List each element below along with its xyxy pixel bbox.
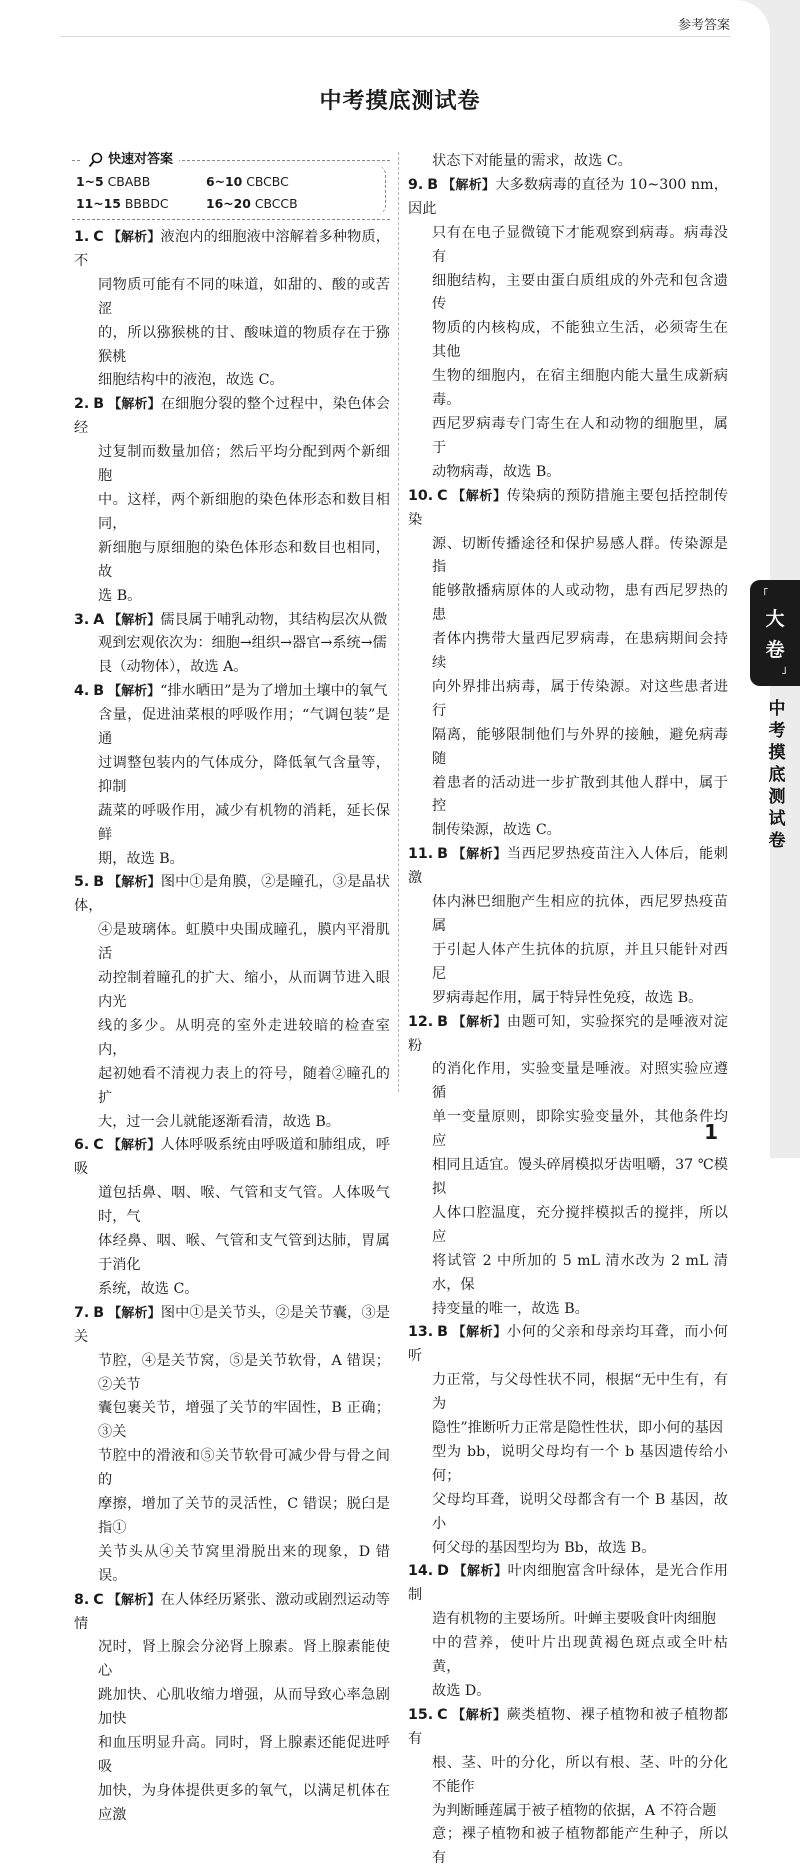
line-text: ④是玻璃体。虹膜中央围成瞳孔，膜内平滑肌活 (98, 922, 390, 963)
question-number: 5. (74, 874, 90, 891)
analysis-tag: 【解析】 (108, 1305, 161, 1321)
quick-answers: CBCBC (246, 174, 289, 189)
line-text: 何父母的基因型均为 Bb，故选 B。 (432, 1539, 656, 1556)
left-questions (74, 226, 390, 1828)
line-text: 传染病的预防措施主要包括控制传染 (408, 487, 728, 528)
line-text: 蔬菜的呼吸作用，减少有机物的消耗，延长保鲜 (98, 802, 390, 843)
question-item (408, 1011, 728, 1322)
answer-letter: B (427, 176, 439, 193)
line-text: 着患者的活动进一步扩散到其他人群中，属于控 (432, 774, 728, 815)
answer-line (408, 461, 728, 485)
line-text: 根、茎、叶的分化，所以有根、茎、叶的分化不能作 (432, 1754, 728, 1795)
answer-line (74, 1063, 390, 1111)
line-text: 生物的细胞内，在宿主细胞内能大量生成新病毒。 (432, 368, 728, 409)
question-item (408, 150, 728, 174)
side-tab-char: 大 (765, 608, 785, 630)
answer-line (408, 485, 728, 533)
answer-line (74, 226, 390, 274)
line-text: 人体口腔温度，充分搅拌模拟舌的搅拌，所以应 (432, 1204, 728, 1245)
page-number: 1 (704, 1120, 718, 1144)
answer-line (408, 1369, 728, 1417)
quick-answers: BBBDC (124, 196, 169, 211)
question-number: 6. (74, 1137, 90, 1154)
right-column (408, 150, 728, 1871)
analysis-tag: 【解析】 (107, 1592, 161, 1608)
answer-line (408, 1608, 728, 1632)
line-text: 细胞结构中的液泡，故选 C。 (98, 372, 284, 389)
question-item (408, 1560, 728, 1703)
answer-line (74, 704, 390, 752)
line-text: 过调整包装内的气体成分，降低氧气含量等，抑制 (98, 754, 390, 795)
line-text: 蕨类植物、裸子植物和被子植物都有 (408, 1706, 728, 1747)
answer-line (74, 1780, 390, 1828)
answer-letter: C (93, 229, 104, 245)
line-text: 囊包裹关节，增强了关节的牢固性，B 正确；③关 (98, 1400, 390, 1441)
line-text: 西尼罗病毒专门寄生在人和动物的细胞里，属于 (432, 415, 728, 456)
analysis-tag: 【解析】 (451, 1707, 507, 1723)
answer-line (408, 772, 728, 820)
line-text: 动物病毒，故选 B。 (432, 463, 561, 480)
question-number: 10. (408, 487, 434, 504)
line-text: 意；裸子植物和被子植物都能产生种子，所以有 (432, 1826, 728, 1867)
line-text: 相同且适宜。馒头碎屑模拟牙齿咀嚼，37 ℃模拟 (432, 1157, 728, 1197)
question-number: 9. (408, 176, 424, 193)
analysis-tag: 【解析】 (451, 847, 507, 863)
page-title: 中考摸底测试卷 (319, 89, 481, 114)
line-text: 同物质可能有不同的味道，如甜的、酸的或苦涩 (98, 276, 390, 317)
answer-line (408, 1823, 728, 1871)
answer-line (74, 537, 390, 585)
quick-range: 16~20 (206, 196, 251, 211)
analysis-tag: 【解析】 (451, 1325, 507, 1341)
answer-line (74, 656, 390, 680)
question-item (74, 680, 390, 871)
answer-line (408, 676, 728, 724)
line-text: 节腔，④是关节窝，⑤是关节软骨，A 错误；②关节 (98, 1352, 390, 1393)
line-text: 液泡内的细胞液中溶解着多种物质，不 (74, 229, 390, 269)
line-text: 加快，为身体提供更多的氧气，以满足机体在应激 (98, 1782, 390, 1823)
answer-line (408, 1154, 728, 1202)
analysis-tag: 【解析】 (451, 488, 507, 504)
answer-line (408, 1321, 728, 1369)
line-text: 当西尼罗热疫苗注入人体后，能刺激 (408, 846, 728, 887)
line-text: 道包括鼻、咽、喉、气管和支气管。人体吸气时，气 (98, 1185, 390, 1226)
line-text: 能够散播病原体的人或动物，患有西尼罗热的患 (432, 583, 728, 624)
answer-line (74, 1015, 390, 1063)
answer-line (408, 1417, 728, 1441)
line-text: 人体呼吸系统由呼吸道和肺组成，呼吸 (74, 1137, 390, 1178)
line-text: 叶肉细胞富含叶绿体，是光合作用制 (408, 1563, 728, 1604)
quick-answers-title (82, 148, 179, 172)
line-text: 关节头从④关节窝里滑脱出来的现象，D 错误。 (98, 1543, 390, 1584)
corner-mark: 」 (782, 665, 792, 676)
answer-line (74, 752, 390, 800)
answer-line (408, 819, 728, 843)
line-text: 含量，促进油菜根的呼吸作用；“气调包装”是通 (98, 707, 390, 748)
question-item (74, 1134, 390, 1301)
analysis-tag: 【解析】 (108, 397, 161, 413)
answer-letter: A (93, 611, 105, 628)
answer-letter: B (437, 846, 448, 863)
line-text: 型为 bb，说明父母均有一个 b 基因遗传给小何； (432, 1443, 728, 1484)
question-number: 7. (74, 1304, 90, 1321)
answer-line (74, 393, 390, 441)
side-vertical-title: 中考摸底测试卷 (768, 699, 786, 851)
line-text: 中的营养，使叶片出现黄褐色斑点或全叶枯黄， (432, 1635, 728, 1676)
answer-letter: C (93, 1137, 104, 1154)
answer-line (408, 317, 728, 365)
answer-line (74, 1684, 390, 1732)
answer-line (408, 270, 728, 318)
answer-line (408, 843, 728, 891)
answer-line (74, 1278, 390, 1302)
answer-line (74, 322, 390, 370)
line-text: 期，故选 B。 (98, 850, 184, 867)
answer-line (74, 1111, 390, 1135)
analysis-tag: 【解析】 (451, 1014, 507, 1030)
question-number: 11. (408, 846, 434, 863)
line-text: 的消化作用，实验变量是唾液。对照实验应遵循 (432, 1061, 728, 1102)
question-number: 12. (408, 1013, 434, 1030)
answer-letter: C (437, 487, 448, 504)
quick-range: 6~10 (206, 174, 243, 189)
line-text: 系统，故选 C。 (98, 1280, 199, 1297)
line-text: 跳加快、心肌收缩力增强，从而导致心率急剧加快 (98, 1687, 390, 1728)
line-text: 观到宏观依次为：细胞→组织→器官→系统→儒 (98, 635, 387, 652)
line-text: 源、切断传播途径和保护易感人群。传染源是指 (432, 535, 728, 576)
answer-line (74, 1732, 390, 1780)
line-text: 体经鼻、咽、喉、气管和支气管到达肺，胃属于消化 (98, 1233, 390, 1273)
line-text: 父母均耳聋，说明父母都含有一个 B 基因，故小 (432, 1491, 728, 1532)
quick-cell (76, 171, 206, 193)
answer-line (74, 680, 390, 704)
line-text: 状态下对能量的需求，故选 C。 (432, 153, 632, 169)
answer-line (408, 1680, 728, 1704)
left-column (74, 150, 390, 1828)
quick-row (76, 171, 385, 193)
quick-answers-box (72, 152, 390, 220)
answer-line (408, 1704, 728, 1752)
magnifier-icon (88, 152, 104, 168)
line-text: 图中①是关节头，②是关节囊，③是关 (74, 1304, 390, 1345)
answer-line (74, 1493, 390, 1541)
answer-line (408, 1250, 728, 1298)
answer-line (74, 1134, 390, 1182)
quick-answers-grid (72, 165, 386, 215)
answer-letter: D (437, 1563, 449, 1580)
answer-letter: C (93, 1591, 104, 1608)
answer-line (74, 369, 390, 393)
answer-line (408, 987, 728, 1011)
answer-line (74, 1302, 390, 1350)
line-text: 罗病毒起作用，属于特异性免疫，故选 B。 (432, 989, 703, 1006)
answer-letter: B (93, 1304, 105, 1321)
line-text: 艮（动物体），故选 A。 (98, 659, 248, 676)
question-number: 1. (74, 229, 90, 245)
line-text: 由题可知，实验探究的是唾液对淀粉 (408, 1013, 728, 1054)
answer-line (74, 800, 390, 848)
line-text: 于引起人体产生抗体的抗原，并且只能针对西尼 (432, 941, 728, 982)
answer-line (74, 632, 390, 656)
answer-line (74, 1350, 390, 1398)
answer-line (74, 1230, 390, 1278)
line-text: 过复制而数量加倍；然后平均分配到两个新细胞 (98, 444, 390, 485)
answer-line (408, 1106, 728, 1154)
header-label: 参考答案 (677, 18, 730, 33)
quick-cell (76, 193, 206, 215)
answer-line (74, 609, 390, 633)
right-questions (408, 150, 728, 1871)
answer-line (74, 871, 390, 919)
line-text: 线的多少。从明亮的室外走进较暗的检查室内， (98, 1017, 390, 1058)
answer-line (408, 724, 728, 772)
question-item (408, 174, 728, 485)
line-text: 力正常，与父母性状不同，根据“无中生有，有为 (432, 1372, 728, 1413)
answer-line (74, 1397, 390, 1445)
line-text: 为判断睡莲属于被子植物的依据，A 不符合题 (432, 1802, 717, 1819)
quick-range: 1~5 (76, 174, 104, 189)
line-text: 大，过一会儿就能逐渐看清，故选 B。 (98, 1113, 340, 1130)
analysis-tag: 【解析】 (108, 875, 161, 891)
question-item (74, 871, 390, 1134)
line-text: 将试管 2 中所加的 5 mL 清水改为 2 mL 清水，保 (432, 1252, 728, 1293)
analysis-tag: 【解析】 (107, 230, 161, 245)
answer-line (408, 891, 728, 939)
answer-line (74, 848, 390, 872)
line-text: 儒艮属于哺乳动物，其结构层次从微 (160, 611, 388, 628)
answer-line (74, 919, 390, 967)
line-text: 况时，肾上腺会分泌肾上腺素。肾上腺素能使心 (98, 1639, 390, 1680)
answer-line (408, 413, 728, 461)
question-number: 2. (74, 396, 90, 413)
analysis-tag: 【解析】 (108, 684, 161, 700)
corner-mark: 「 (758, 589, 768, 600)
quick-answers: CBABB (107, 174, 151, 189)
side-tab-char: 卷 (765, 639, 785, 661)
line-text: 故选 D。 (432, 1683, 491, 1699)
line-text: 中。这样，两个新细胞的染色体形态和数目相同， (98, 491, 390, 532)
line-text: 动控制着瞳孔的扩大、缩小，从而调节进入眼内光 (98, 970, 390, 1010)
answer-line (408, 1441, 728, 1489)
line-text: 隔离，能够限制他们与外界的接触，避免病毒随 (432, 726, 728, 767)
question-item (74, 1589, 390, 1828)
quick-cell (206, 171, 336, 193)
answer-letter: C (437, 1706, 448, 1723)
quick-row (76, 193, 385, 215)
line-text: 细胞结构，主要由蛋白质组成的外壳和包含遗传 (432, 272, 728, 313)
answer-line (74, 1182, 390, 1230)
answer-line (74, 441, 390, 489)
answer-line (408, 628, 728, 676)
line-text: “排水晒田”是为了增加土壤中的氧气 (160, 683, 388, 700)
answer-line (408, 1058, 728, 1106)
line-text: 图中①是角膜，②是瞳孔，③是晶状体， (74, 874, 390, 915)
question-item (408, 1321, 728, 1560)
answer-line (408, 939, 728, 987)
line-text: 持变量的唯一，故选 B。 (432, 1300, 589, 1317)
answer-line (408, 1632, 728, 1680)
line-text: 起初她看不清视力表上的符号，随着②瞳孔的扩 (98, 1065, 390, 1106)
question-item (408, 843, 728, 1010)
answer-line (408, 222, 728, 270)
answer-line (408, 1537, 728, 1561)
answer-line (408, 580, 728, 628)
line-text: 小何的父亲和母亲均耳聋，而小何听 (408, 1324, 728, 1365)
answer-line (74, 1636, 390, 1684)
line-text: 者体内携带大量西尼罗病毒，在患病期间会持续 (432, 631, 728, 672)
answer-line (74, 1589, 390, 1637)
answer-line (408, 174, 728, 222)
line-text: 物质的内核构成，不能独立生活，必须寄生在其他 (432, 320, 728, 361)
answer-letter: B (437, 1324, 448, 1341)
question-number: 3. (74, 611, 90, 628)
line-text: 单一变量原则，即除实验变量外，其他条件均应 (432, 1109, 728, 1150)
question-item (408, 485, 728, 844)
line-text: 在细胞分裂的整个过程中，染色体会经 (74, 396, 390, 437)
question-number: 4. (74, 683, 90, 700)
answer-line (74, 1445, 390, 1493)
line-text: 制传染源，故选 C。 (432, 822, 561, 839)
question-item (74, 393, 390, 608)
answer-line (74, 967, 390, 1015)
quick-answers-title-text: 快速对答案 (108, 152, 174, 167)
line-text: 新细胞与原细胞的染色体形态和数目也相同，故 (98, 539, 390, 580)
answer-line (74, 489, 390, 537)
answer-line (408, 1489, 728, 1537)
question-number: 14. (408, 1563, 434, 1580)
answer-line (408, 1560, 728, 1608)
line-text: 造有机物的主要场所。叶蝉主要吸食叶肉细胞 (432, 1611, 716, 1628)
question-item (74, 226, 390, 393)
answer-line (408, 1800, 728, 1824)
answer-line (408, 1202, 728, 1250)
answer-line (74, 585, 390, 609)
answer-letter: B (437, 1013, 448, 1030)
answer-line (74, 274, 390, 322)
line-text: 隐性”推断听力正常是隐性性状，即小何的基因 (432, 1420, 724, 1437)
analysis-tag: 【解析】 (442, 177, 496, 193)
quick-range: 11~15 (76, 196, 121, 211)
line-text: 体内淋巴细胞产生相应的抗体，西尼罗热疫苗属 (432, 894, 728, 934)
quick-cell (206, 193, 336, 215)
analysis-tag: 【解析】 (452, 1564, 508, 1580)
line-text: 在人体经历紧张、激动或剧烈运动等情 (74, 1591, 390, 1632)
answer-line (408, 1011, 728, 1059)
line-text: 和血压明显升高。同时，肾上腺素还能促进呼吸 (98, 1735, 390, 1775)
answer-line (74, 1541, 390, 1589)
column-divider (398, 152, 399, 1092)
question-item (74, 609, 390, 681)
question-number: 13. (408, 1324, 434, 1341)
analysis-tag: 【解析】 (107, 1138, 161, 1154)
line-text: 向外界排出病毒，属于传染源。对这些患者进行 (432, 678, 728, 719)
answer-letter: B (93, 874, 105, 891)
line-text: 只有在电子显微镜下才能观察到病毒。病毒没有 (432, 224, 728, 265)
question-item (408, 1704, 728, 1871)
answer-line (408, 1752, 728, 1800)
line-text: 的，所以猕猴桃的甘、酸味道的物质存在于猕猴桃 (98, 324, 390, 365)
answer-letter: B (93, 683, 105, 700)
answer-line (408, 150, 728, 174)
question-number: 8. (74, 1591, 90, 1608)
line-text: 节腔中的滑液和⑤关节软骨可减少骨与骨之间的 (98, 1448, 390, 1489)
question-number: 15. (408, 1706, 434, 1723)
answer-line (408, 533, 728, 581)
quick-answers: CBCCB (254, 196, 298, 211)
line-text: 大多数病毒的直径为 10~300 nm，因此 (408, 176, 728, 217)
line-text: 摩擦，增加了关节的灵活性，C 错误；脱臼是指① (98, 1496, 390, 1536)
analysis-tag: 【解析】 (108, 612, 161, 628)
header-rule (60, 36, 730, 37)
side-tab (750, 580, 800, 686)
question-item (74, 1302, 390, 1589)
line-text: 选 B。 (98, 587, 142, 604)
answer-line (408, 365, 728, 413)
answer-line (408, 1298, 728, 1322)
answer-letter: B (93, 396, 105, 413)
